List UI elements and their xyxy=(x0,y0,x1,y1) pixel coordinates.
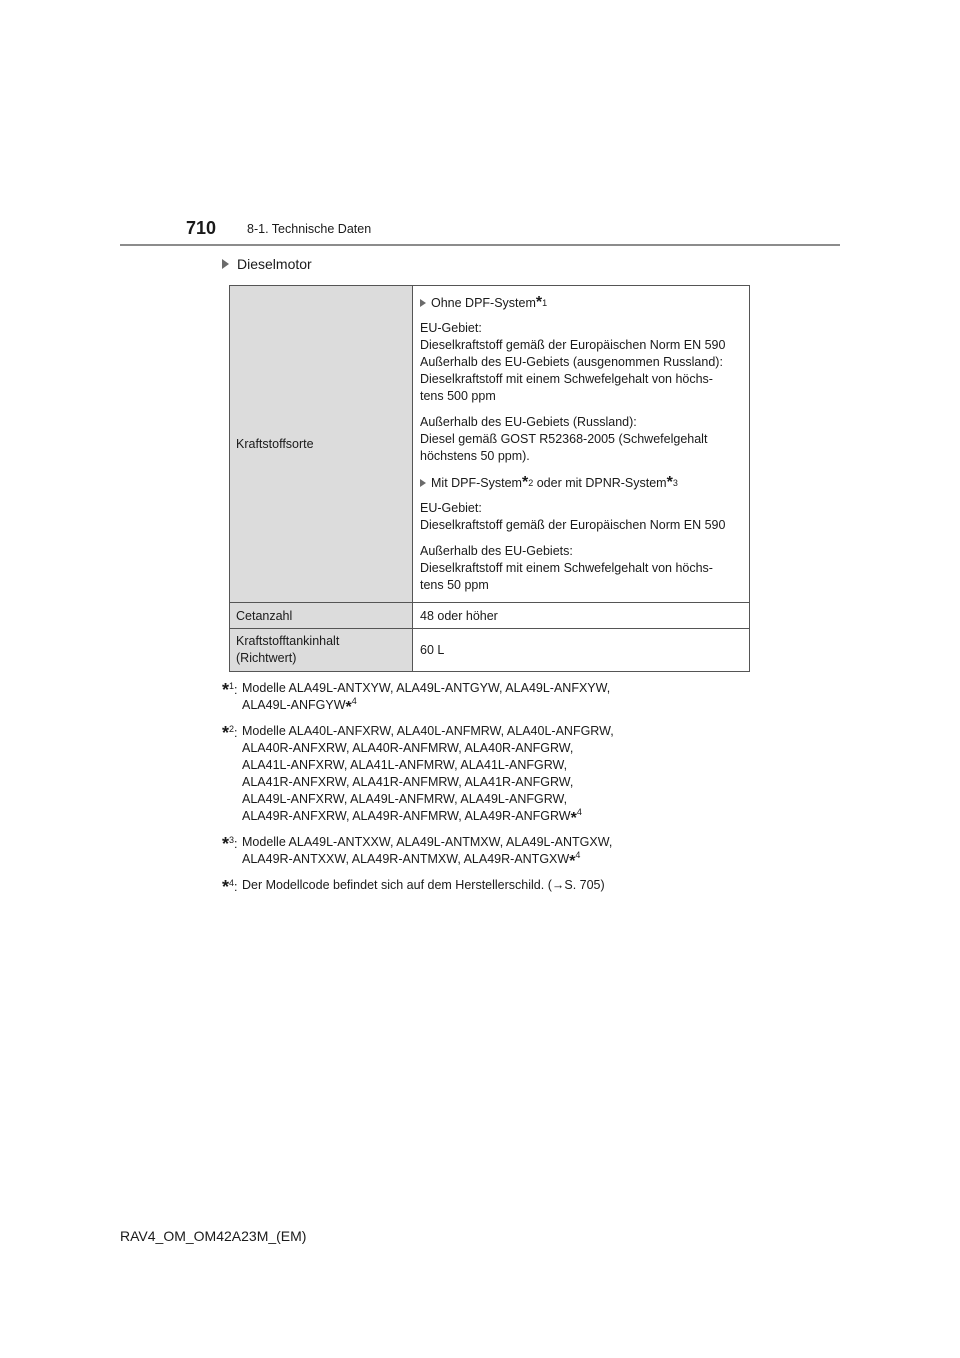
section-heading xyxy=(222,256,312,272)
text-line xyxy=(242,851,612,870)
footnote xyxy=(222,877,762,898)
text-line: Außerhalb des EU-Gebiets (ausgenommen Russland): xyxy=(420,355,723,369)
text-line: ALA49L-ANFGYW xyxy=(242,698,346,712)
triangle-bullet-icon xyxy=(222,259,229,269)
asterisk-icon: * xyxy=(666,474,673,491)
text-line: Modelle ALA49L-ANTXXW, ALA49L-ANTMXW, ALA49L-ANTGXW, xyxy=(242,835,613,849)
table-row xyxy=(230,603,750,629)
text-line: ALA41R-ANFXRW, ALA41R-ANFMRW, ALA41R-ANFGRW, xyxy=(242,775,574,789)
section-title: 8-1. Technische Daten xyxy=(247,222,372,236)
fuel-type-label: Kraftstoffsorte xyxy=(230,286,413,603)
fuel-type-value xyxy=(413,286,750,603)
text-line: Dieselkraftstoff mit einem Schwefelgehalt von höchs- xyxy=(420,561,713,575)
footnote xyxy=(222,723,762,827)
footnote-text xyxy=(242,680,610,716)
cetane-label: Cetanzahl xyxy=(230,603,413,629)
footnote-ref: 4 xyxy=(576,806,582,817)
text-block xyxy=(420,320,742,405)
text-line: Dieselkraftstoff gemäß der Europäischen Norm EN 590 xyxy=(420,518,726,532)
text-line xyxy=(242,808,614,827)
footnote xyxy=(222,834,762,870)
group2-title-a: Mit DPF-System xyxy=(431,476,522,490)
text-line: ALA49L-ANFXRW, ALA49L-ANFMRW, ALA49L-ANFGRW, xyxy=(242,792,568,806)
text-line: EU-Gebiet: xyxy=(420,321,482,335)
text-line: Kraftstofftankinhalt xyxy=(236,634,340,648)
text-line: tens 500 ppm xyxy=(420,389,496,403)
text-line: (Richtwert) xyxy=(236,651,297,665)
footnote-ref: 4 xyxy=(575,849,581,860)
text-line: tens 50 ppm xyxy=(420,578,489,592)
document-code: RAV4_OM_OM42A23M_(EM) xyxy=(120,1228,307,1244)
text-line: Der Modellcode befindet sich auf dem Herstellerschild. (→S. 705) xyxy=(242,878,605,892)
text-line: ALA49R-ANTXXW, ALA49R-ANTMXW, ALA49R-ANTGXW xyxy=(242,852,570,866)
table-row xyxy=(230,286,750,603)
text-line: Außerhalb des EU-Gebiets: xyxy=(420,544,573,558)
spec-table xyxy=(229,285,750,672)
footnote-text xyxy=(242,834,612,870)
triangle-bullet-icon xyxy=(420,479,426,487)
text-line: Außerhalb des EU-Gebiets (Russland): xyxy=(420,415,637,429)
asterisk-icon: * xyxy=(222,723,230,743)
text-line: Modelle ALA40L-ANFXRW, ALA40L-ANFMRW, ALA40L-ANFGRW, xyxy=(242,724,614,738)
text-line xyxy=(242,697,610,716)
footnote-number: 3 xyxy=(229,834,235,845)
footnote xyxy=(222,680,762,716)
cetane-value: 48 oder höher xyxy=(413,603,750,629)
text-line: ALA40R-ANFXRW, ALA40R-ANFMRW, ALA40R-ANFGRW, xyxy=(242,741,574,755)
asterisk-icon: * xyxy=(222,877,230,897)
footnote-ref: 4 xyxy=(351,695,357,706)
footnote-text xyxy=(242,877,605,898)
footnote-marker: *$^3$: xyxy=(222,834,238,854)
footnotes xyxy=(222,680,762,905)
text-line: EU-Gebiet: xyxy=(420,501,482,515)
text-block xyxy=(420,543,742,594)
asterisk-icon: * xyxy=(345,699,352,716)
tank-value: 60 L xyxy=(413,629,750,672)
text-line: höchstens 50 ppm). xyxy=(420,449,530,463)
group2-heading: Mit DPF-System * 2 oder mit DPNR-System * 3 xyxy=(420,474,742,492)
footnote-number: 2 xyxy=(229,723,235,734)
heading-text: Dieselmotor xyxy=(237,256,312,272)
footnote-number: 4 xyxy=(229,877,235,888)
text-line: Dieselkraftstoff mit einem Schwefelgehalt von höchs- xyxy=(420,372,713,386)
header-rule xyxy=(120,244,840,246)
group2-title-b: oder mit DPNR-System xyxy=(533,476,667,490)
asterisk-icon: * xyxy=(521,474,529,491)
group1-title: Ohne DPF-System xyxy=(431,296,536,310)
asterisk-icon: * xyxy=(570,810,577,827)
triangle-bullet-icon xyxy=(420,299,426,307)
footnote-text xyxy=(242,723,614,827)
text-line: Dieselkraftstoff gemäß der Europäischen Norm EN 590 xyxy=(420,338,726,352)
text-line: ALA41L-ANFXRW, ALA41L-ANFMRW, ALA41L-ANFGRW, xyxy=(242,758,568,772)
text-block xyxy=(420,414,742,465)
tank-label xyxy=(230,629,413,672)
text-line: Modelle ALA49L-ANTXYW, ALA49L-ANTGYW, ALA49L-ANFXYW, xyxy=(242,681,611,695)
text-line: Diesel gemäß GOST R52368-2005 (Schwefelgehalt xyxy=(420,432,708,446)
page-number: 710 xyxy=(186,218,217,238)
text-line: ALA49R-ANFXRW, ALA49R-ANFMRW, ALA49R-ANFGRW xyxy=(242,809,571,823)
group1-heading: Ohne DPF-System * 1 xyxy=(420,294,742,312)
table-row xyxy=(230,629,750,672)
text-block xyxy=(420,500,742,534)
footnote-marker: *$^2$: xyxy=(222,723,238,743)
asterisk-icon: * xyxy=(535,294,543,311)
footnote-marker: *$^1$: xyxy=(222,680,238,700)
footnote-marker: *$^4$: xyxy=(222,877,238,897)
asterisk-icon: * xyxy=(222,834,230,854)
asterisk-icon: * xyxy=(222,680,230,700)
asterisk-icon: * xyxy=(569,853,576,870)
footnote-number: 1 xyxy=(229,680,235,691)
